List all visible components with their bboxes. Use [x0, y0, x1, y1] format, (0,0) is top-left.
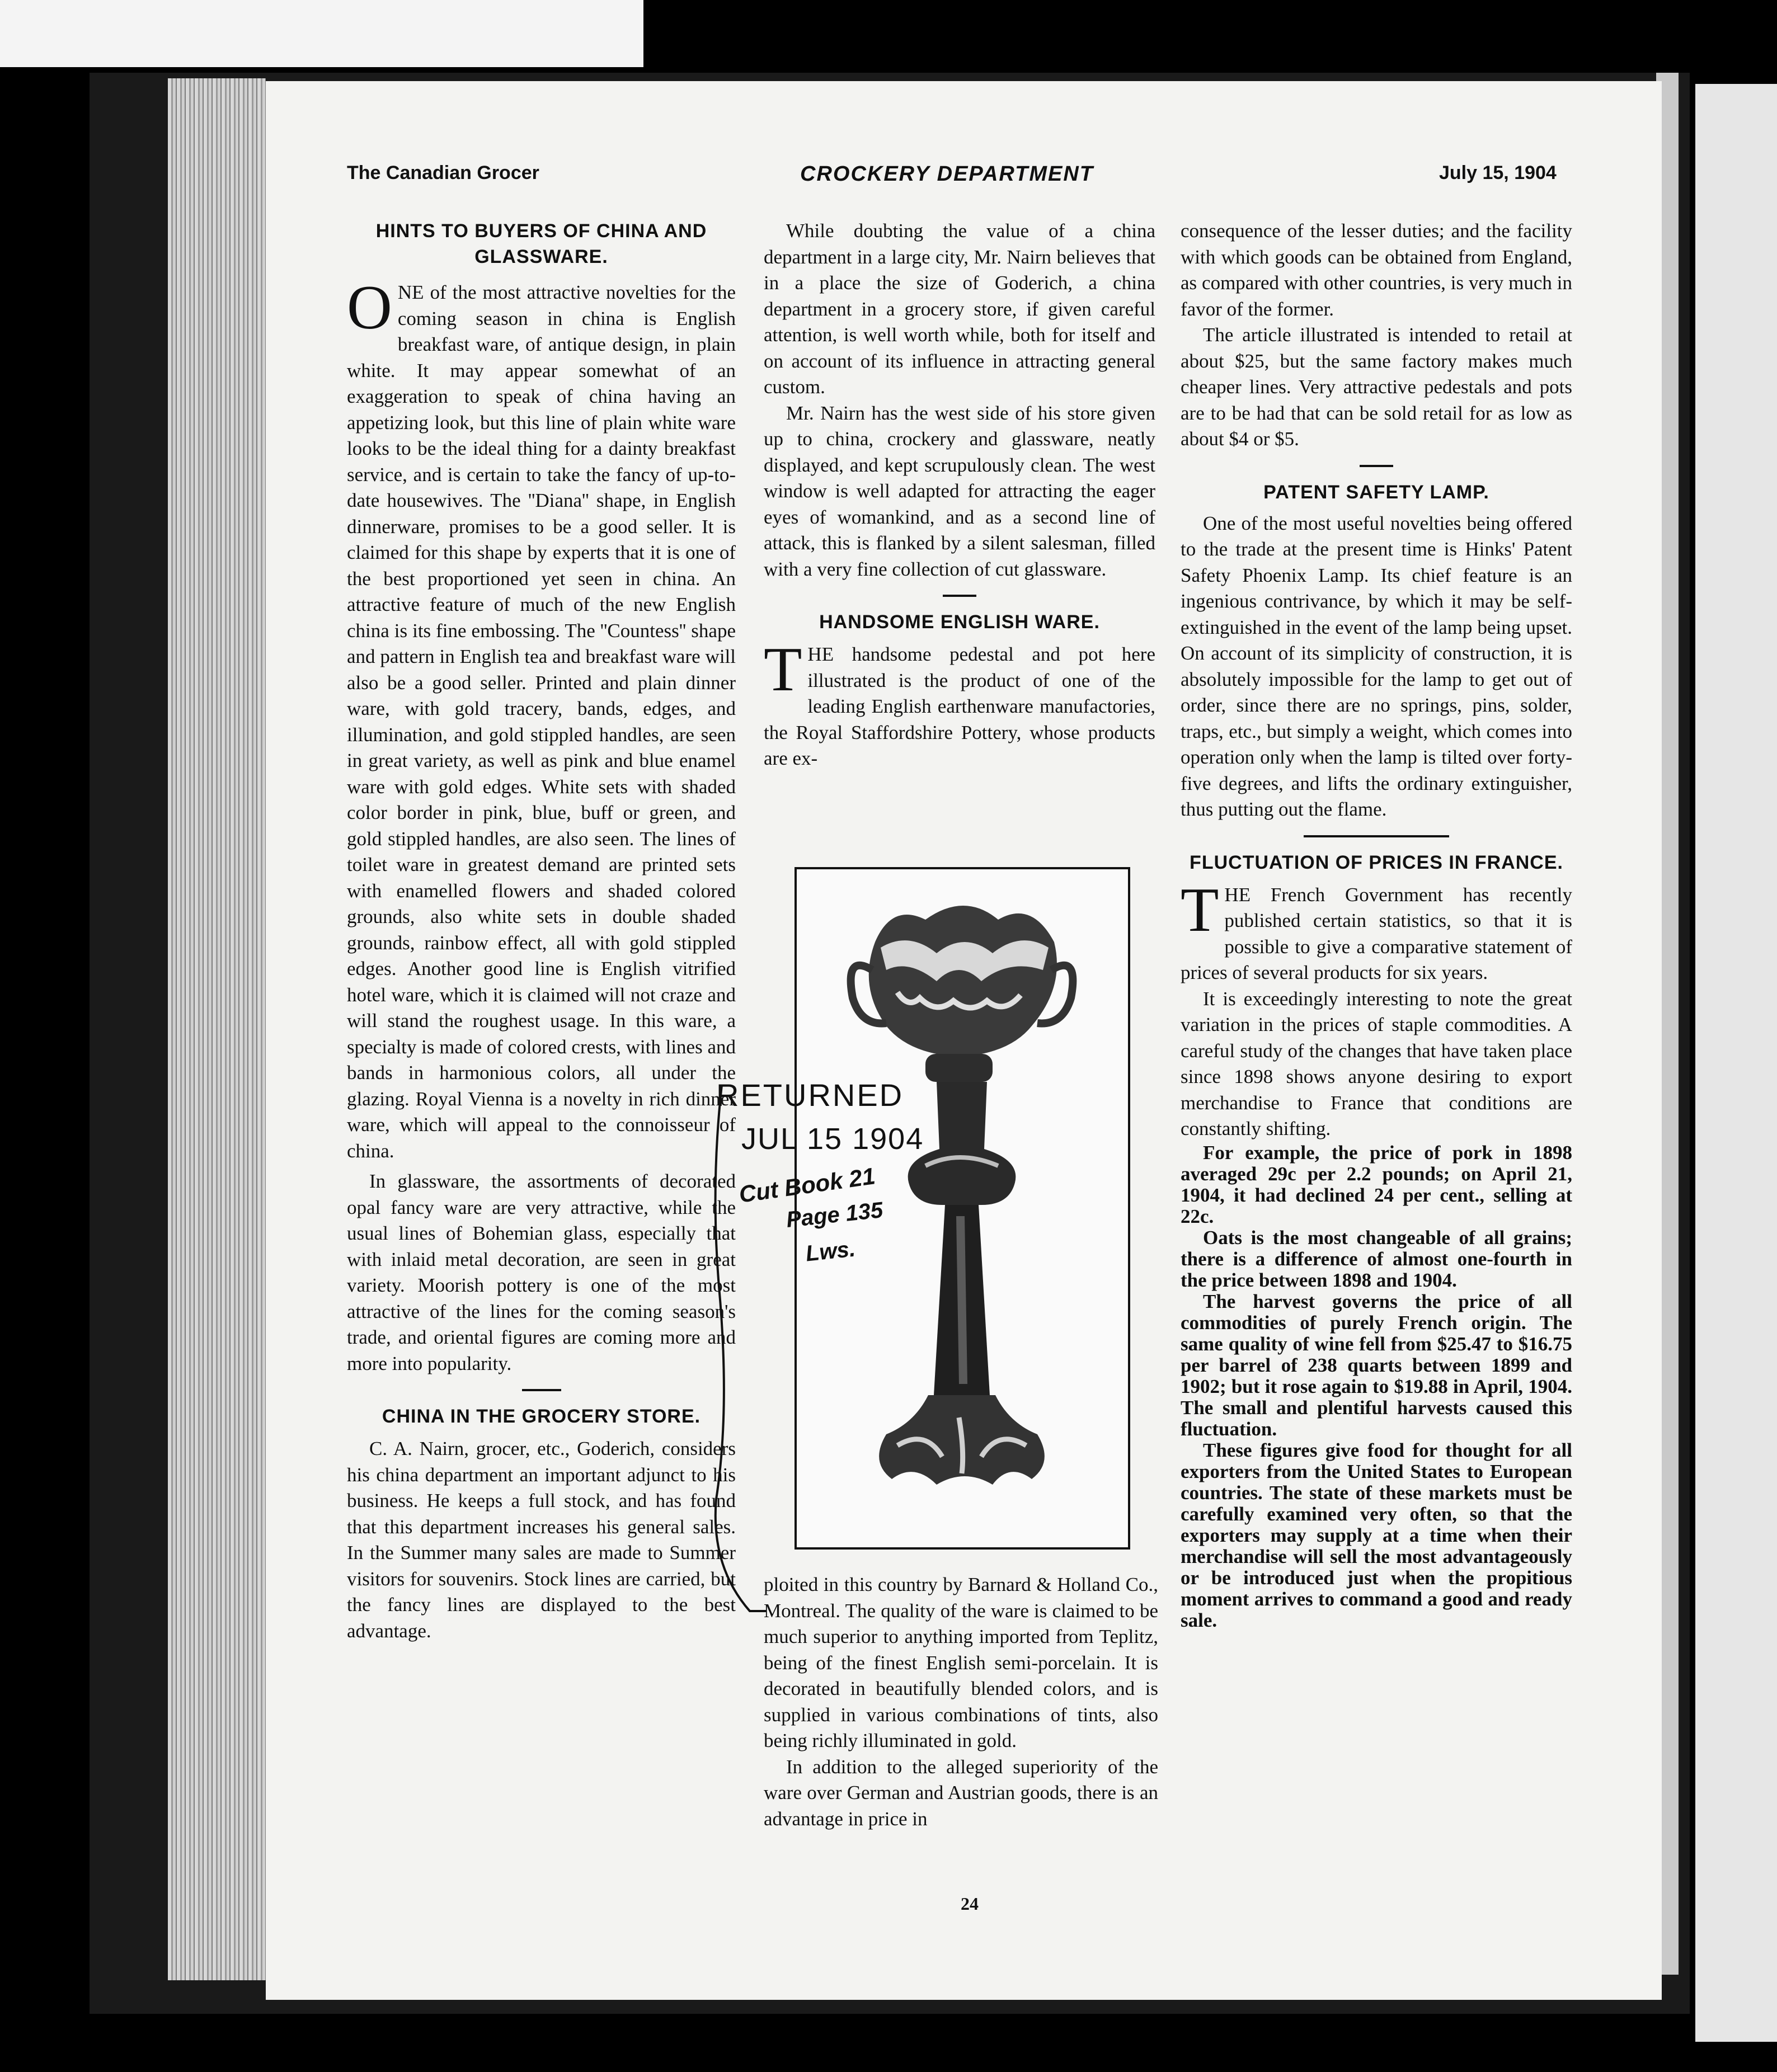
- column-2: [764, 218, 1155, 772]
- article-paragraph: The harvest governs the price of all commodities of purely French origin. The same quality of wine fell from $25.47 to $16.75 per barrel of 238 quarts between 1899 and 1902; but it rose again to $19.88 in April, 1904. The small and plentiful harvests caused this fluctuation.: [1181, 1290, 1572, 1440]
- handwritten-note: Page 135: [785, 1198, 885, 1232]
- column-1: [347, 218, 736, 1644]
- header-section: CROCKERY DEPARTMENT: [800, 162, 1094, 186]
- article-title: CHINA IN THE GROCERY STORE.: [382, 1406, 701, 1427]
- article-paragraph: While doubting the value of a china department in a large city, Mr. Nairn believes that in a place the size of Goderich, a china department in a grocery store, if given careful attention, is well worth while, both for itself and on account of its influence in attracting general custom.: [764, 220, 1155, 398]
- article-paragraph: ONE of the most attractive novelties for the coming season in china is English breakfast ware, of antique design, in plain white. It may appear somewhat of an exaggeration to speak of china having an appetizing look, but this line of plain white ware looks to be the ideal thing for a dainty breakfast service, and is certain to take the fancy of up-to-date housewives. The ''Diana'' shape, in English dinnerware, promises to be a good seller. It is claimed for this shape by experts that it is one of the best proportioned yet seen in china. An attractive feature of much of the new English china is its fine embossing. The ''Countess'' shape and pattern in English tea and breakfast ware will also be a good seller. Printed and plain dinner ware, with gold tracery, bands, edges, and illumination, and gold stippled handles, are seen in great variety, as well as pink and blue enamel ware with gold edges. White sets with shaded color border in pink, blue, buff or green, and gold stippled handles, are also seen. The lines of toilet ware in greatest demand are printed sets with enamelled flowers and shaded colored grounds, also white sets in double shaded grounds, rainbow effect, all with gold stippled edges. Another good line is English vitrified hotel ware, which it is claimed will not craze and will stand the roughest usage. In this ware, a specialty is made of colored crests, with lines and bands in harmonious colors, all under the glazing. Royal Vienna is a novelty in rich dinner ware, which will appeal to the connoisseur of china.: [347, 273, 736, 1162]
- article-paragraph: THE handsome pedestal and pot here illustrated is the product of one of the leading English earthenware manufactories, the Royal Staffordshire Pottery, whose products are ex-: [764, 635, 1155, 769]
- article-title: HANDSOME ENGLISH WARE.: [819, 611, 1100, 633]
- article-paragraph: C. A. Nairn, grocer, etc., Goderich, considers his china department an important adjunct to his business. He keeps a full stock, and has found that this department increases his general sales. In the Summer many sales are made to Summer visitors for souvenirs. Stock lines are carried, but the fancy lines are displayed to the best advantage.: [347, 1438, 736, 1642]
- returned-stamp-date: JUL 15 1904: [741, 1122, 924, 1156]
- adjacent-page: [1695, 84, 1777, 2042]
- article-paragraph: Oats is the most changeable of all grains; there is a difference of almost one-fourth in the price between 1898 and 1904.: [1181, 1226, 1572, 1291]
- article-title: HINTS TO BUYERS OF CHINA AND GLASSWARE.: [375, 220, 707, 267]
- header-date: July 15, 1904: [1439, 162, 1557, 183]
- handwritten-note: Cut Book 21: [737, 1162, 877, 1208]
- section-rule: [522, 1389, 561, 1391]
- page-number: 24: [961, 1894, 979, 1914]
- section-rule: [1360, 465, 1393, 467]
- pen-mark-line: [699, 1074, 778, 1622]
- article-paragraph: The article illustrated is intended to retail at about $25, but the same factory makes much cheaper lines. Very attractive pedestals and pots are to be had that can be sold retail for as low as about $4 or $5.: [1181, 324, 1572, 450]
- article-paragraph: ploited in this country by Barnard & Holland Co., Montreal. The quality of the ware is claimed to be much superior to anything imported from Teplitz, being of the finest English semi-porcelain. It is decorated in beautifully blended colors, and is supplied in various combinations of tints, also being richly illuminated in gold.: [764, 1574, 1158, 1751]
- drop-cap: T: [764, 635, 802, 704]
- handwritten-note: Lws.: [804, 1236, 857, 1266]
- article-paragraph: For example, the price of pork in 1898 averaged 29c per 2.2 pounds; on April 21, 1904, it had declined 24 per cent., selling at 22c.: [1181, 1141, 1572, 1227]
- drop-cap: T: [1181, 875, 1219, 945]
- book-spine-edge: [168, 78, 266, 1980]
- section-rule: [943, 595, 976, 597]
- column-2-continued: [764, 1572, 1158, 1832]
- article-title: FLUCTUATION OF PRICES IN FRANCE.: [1190, 851, 1563, 873]
- article-paragraph: In glassware, the assortments of decorated opal fancy ware are very attractive, while the usual lines of Bohemian glass, especially that with inlaid metal decoration, are seen in great variety. Moorish pottery is one of the most attractive of the lines for the coming season's trade, and oriental figures are coming more and more into popularity.: [347, 1170, 736, 1374]
- article-paragraph: One of the most useful novelties being offered to the trade at the present time is Hinks' Patent Safety Phoenix Lamp. Its chief feature is an ingenious contrivance, by which it may be self-extinguished in the event of the lamp being upset. On account of its simplicity of construction, it is absolutely impossible for the lamp to get out of order, since there are no springs, pins, solder, traps, etc., but simply a weight, which comes into operation only when the lamp is tilted over forty-five degrees, and lifts the ordinary extinguisher, thus putting out the flame.: [1181, 512, 1572, 820]
- section-rule: [1304, 835, 1449, 837]
- article-paragraph: consequence of the lesser duties; and the facility with which goods can be obtained from England, as compared with other countries, is very much in favor of the former.: [1181, 220, 1572, 320]
- scan-margin: [0, 0, 643, 67]
- returned-stamp: RETURNED: [716, 1077, 904, 1113]
- header-publication: The Canadian Grocer: [347, 162, 539, 183]
- article-paragraph: THE French Government has recently published certain statistics, so that it is possible to give a comparative statement of prices of several products for six years.: [1181, 875, 1572, 983]
- column-3: [1181, 218, 1572, 1631]
- article-title: PATENT SAFETY LAMP.: [1263, 481, 1489, 503]
- article-paragraph: These figures give food for thought for all exporters from the United States to European countries. The state of these markets must be carefully examined very often, so that the exporters may supply at a time when their merchandise will sell the most advantageously or be introduced just when the propitious moment arrives to command a good and ready sale.: [1181, 1439, 1572, 1631]
- article-paragraph: In addition to the alleged superiority of the ware over German and Austrian goods, there is an advantage in price in: [764, 1755, 1158, 1830]
- article-paragraph: Mr. Nairn has the west side of his store given up to china, crockery and glassware, neatly displayed, and kept scrupulously clean. The west window is well adapted for attracting the eager eyes of womankind, and as a second line of attack, this is flanked by a silent salesman, filled with a very fine collection of cut glassware.: [764, 402, 1155, 580]
- article-paragraph: It is exceedingly interesting to note the great variation in the prices of staple commodities. A careful study of the changes that have taken place since 1898 shows anyone desiring to export merchandise to France that conditions are constantly shifting.: [1181, 987, 1572, 1139]
- drop-cap: O: [347, 273, 392, 342]
